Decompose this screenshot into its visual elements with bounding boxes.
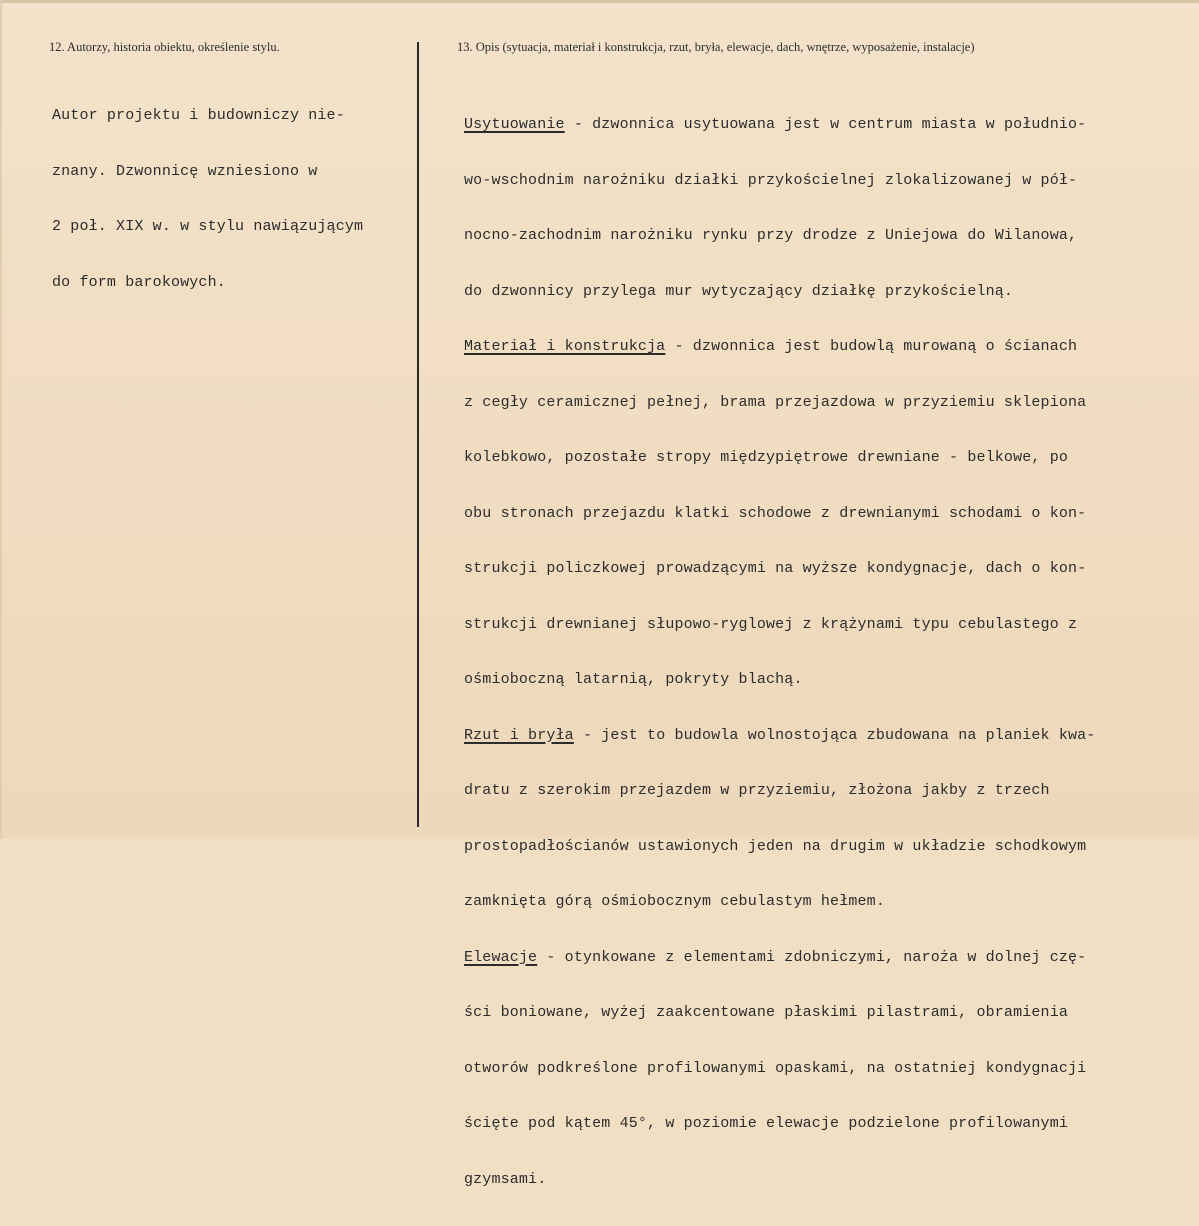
left-text-line: znany. Dzwonnicę wzniesiono w [52,162,318,180]
heading-authors-history: 12. Autorzy, historia obiektu, określenie stylu. [49,40,280,54]
description-line: strukcji policzkowej prowadzącymi na wyższe kondygnacje, dach o kon- [464,560,1087,577]
description-line: prostopadłościanów ustawionych jeden na drugim w układzie schodkowym [464,837,1087,855]
description-text [464,79,1095,1226]
section-heading-elewacje: Elewacje [464,948,538,966]
description-line: strukcji drewnianej słupowo-ryglowej z krążynami typu cebulastego z [464,615,1078,633]
top-edge [2,0,1199,3]
description-line: wo-wschodnim narożniku działki przykościelnej zlokalizowanej w pół- [464,171,1078,189]
authors-history-text [52,70,363,329]
description-line: dratu z szerokim przejazdem w przyziemiu, złożona jakby z trzech [464,782,1050,799]
description-line: ośmioboczną latarnią, pokryty blachą. [464,671,803,688]
section-heading-material: Materiał i konstrukcja [464,338,666,355]
section-heading-usytuowanie: Usytuowanie [464,116,565,133]
description-line: ścięte pod kątem 45°, w poziomie elewacje podzielone profilowanymi [464,1115,1068,1132]
description-line: nocno-zachodnim narożniku rynku przy drodze z Uniejowa do Wilanowa, [464,227,1078,244]
left-text-line: do form barokowych. [52,273,226,291]
description-line: gzymsami. [464,1170,547,1188]
left-text-line: Autor projektu i budowniczy nie- [52,107,345,124]
column-divider [417,42,419,827]
section-heading-rzut: Rzut i bryła [464,726,574,744]
description-line: Usytuowanie - dzwonnica usytuowana jest w centrum miasta w południo- [464,116,1087,133]
description-line: Elewacje - otynkowane z elementami zdobniczymi, naroża w dolnej czę- [464,948,1087,966]
description-line: Rzut i bryła - jest to budowla wolnostojąca zbudowana na planiek kwa- [464,726,1096,744]
heading-description: 13. Opis (sytuacja, materiał i konstrukcja, rzut, bryła, elewacje, dach, wnętrze, wyposażenie, instalacje) [457,40,975,54]
description-line: z cegły ceramicznej pełnej, brama przejazdowa w przyziemiu sklepiona [464,393,1087,411]
description-line: obu stronach przejazdu klatki schodowe z drewnianymi schodami o kon- [464,504,1087,522]
description-line: kolebkowo, pozostałe stropy międzypiętrowe drewniane - belkowe, po [464,449,1068,466]
description-line: otworów podkreślone profilowanymi opaskami, na ostatniej kondygnacji [464,1059,1087,1077]
left-text-line: 2 poł. XIX w. w stylu nawiązującym [52,218,364,235]
description-line: ści boniowane, wyżej zaakcentowane płaskimi pilastrami, obramienia [464,1004,1068,1021]
description-line: zamknięta górą ośmiobocznym cebulastym hełmem. [464,893,885,910]
description-line: Materiał i konstrukcja - dzwonnica jest budowlą murowaną o ścianach [464,338,1078,355]
description-line: do dzwonnicy przylega mur wytyczający działkę przykościelną. [464,282,1014,300]
